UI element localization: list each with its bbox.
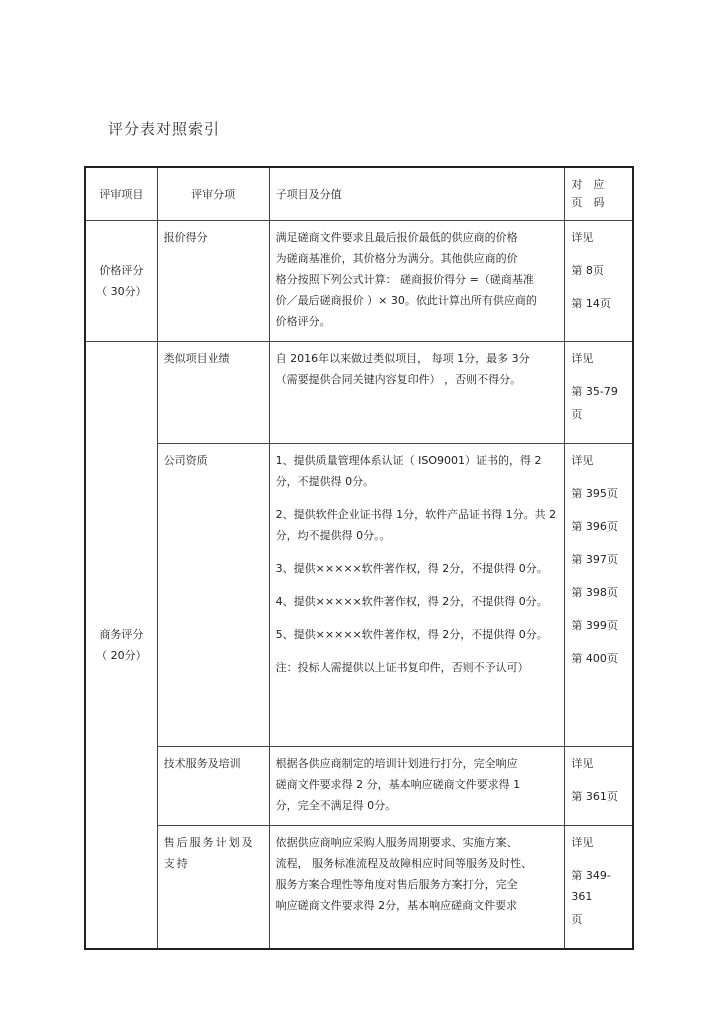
group-name: 商务评分	[99, 628, 144, 641]
page-ref: 第 349-361	[571, 869, 611, 903]
qualification-item: 5、提供×××××软件著作权，得 2分，不提供得 0分。	[275, 628, 548, 641]
page-ref: 页	[571, 408, 583, 421]
qualification-item: 3、提供×××××软件著作权，得 2分，不提供得 0分。	[275, 562, 548, 575]
page-ref: 第 400页	[571, 652, 618, 665]
score-desc-cell	[269, 342, 565, 444]
header-review-subitem: 评审分项	[157, 167, 269, 221]
desc-line: 价／最后磋商报价 ）× 30。依此计算出所有供应商的	[275, 294, 537, 307]
page-ref-cell	[565, 826, 633, 950]
subitem-cell: 类似项目业绩	[157, 342, 269, 444]
desc-line: 为磋商基准价，其价格分为满分。其他供应商的价	[275, 252, 518, 265]
table-row	[85, 444, 633, 747]
group-name: 价格评分	[99, 264, 144, 277]
subitem-cell: 公司资质	[157, 444, 269, 747]
desc-line: 分，完全不满足得 0分。	[275, 799, 397, 812]
page-ref: 第 35-79	[571, 385, 618, 398]
desc-line: （需要提供合同关键内容复印件） ，否则不得分。	[275, 373, 522, 386]
page-ref: 详见	[571, 352, 594, 365]
page-ref: 第 396页	[571, 520, 618, 533]
score-desc-cell	[269, 444, 565, 747]
page-ref: 第 361页	[571, 790, 618, 803]
page-ref: 第 8页	[571, 264, 604, 277]
page-ref: 第 14页	[571, 297, 611, 310]
page-ref: 详见	[571, 836, 594, 849]
subitem-cell: 报价得分	[157, 221, 269, 342]
qualification-item: 4、提供×××××软件著作权，得 2分，不提供得 0分。	[275, 595, 548, 608]
desc-line: 依据供应商响应采购人服务周期要求、实施方案、	[275, 836, 518, 849]
group-score: （ 20分）	[96, 649, 147, 662]
desc-line: 格分按照下列公式计算： 磋商报价得分 =（磋商基准	[275, 273, 534, 286]
desc-line: 价格评分。	[275, 315, 331, 328]
page-ref: 详见	[571, 231, 594, 244]
desc-line: 自 2016年以来做过类似项目， 每项 1分，最多 3分	[275, 352, 530, 365]
qualification-item: 2、提供软件企业证书得 1分，软件产品证书得 1分。共 2分，均不提供得 0分。。	[275, 508, 557, 542]
group-cell-price	[85, 221, 157, 342]
page-ref-cell	[565, 342, 633, 444]
subitem-cell: 售后服务计划及支持	[157, 826, 269, 950]
table-header-row	[85, 167, 633, 221]
subitem-cell: 技术服务及培训	[157, 747, 269, 826]
table-row	[85, 747, 633, 826]
score-desc-cell	[269, 747, 565, 826]
score-desc-cell	[269, 826, 565, 950]
score-desc-cell	[269, 221, 565, 342]
page-ref: 第 397页	[571, 553, 618, 566]
desc-line: 服务方案合理性等角度对售后服务方案打分，完全	[275, 878, 518, 891]
header-page-ref	[565, 167, 633, 221]
qualification-item: 1、提供质量管理体系认证（ ISO9001）证书的，得 2分，不提供得 0分。	[275, 454, 542, 488]
header-review-item: 评审项目	[85, 167, 157, 221]
group-score: （ 30分）	[96, 285, 147, 298]
desc-line: 根据各供应商制定的培训计划进行打分，完全响应	[275, 757, 518, 770]
page-ref: 详见	[571, 757, 594, 770]
desc-line: 磋商文件要求得 2 分，基本响应磋商文件要求得 1	[275, 778, 521, 791]
page-title: 评分表对照索引	[108, 120, 221, 138]
header-page-ref-label: 对 应 页 码	[571, 178, 616, 209]
desc-line: 满足磋商文件要求且最后报价最低的供应商的价格	[275, 231, 518, 244]
page-ref-cell	[565, 221, 633, 342]
page-ref: 第 399页	[571, 619, 618, 632]
page-ref-cell	[565, 444, 633, 747]
page-ref: 第 398页	[571, 586, 618, 599]
desc-line: 响应磋商文件要求得 2分，基本响应磋商文件要求	[275, 899, 518, 912]
page-ref-cell	[565, 747, 633, 826]
page-ref: 页	[571, 913, 583, 926]
table-row	[85, 221, 633, 342]
qualification-note: 注：投标人需提供以上证书复印件，否则不予认可）	[275, 661, 529, 674]
page-ref: 第 395页	[571, 487, 618, 500]
scoring-index-table	[84, 166, 634, 950]
header-subitem-score: 子项目及分值	[269, 167, 565, 221]
table-row	[85, 826, 633, 950]
page-ref: 详见	[571, 454, 594, 467]
table-row	[85, 342, 633, 444]
group-cell-business	[85, 342, 157, 950]
desc-line: 流程， 服务标准流程及故障相应时间等服务及时性、	[275, 857, 533, 870]
